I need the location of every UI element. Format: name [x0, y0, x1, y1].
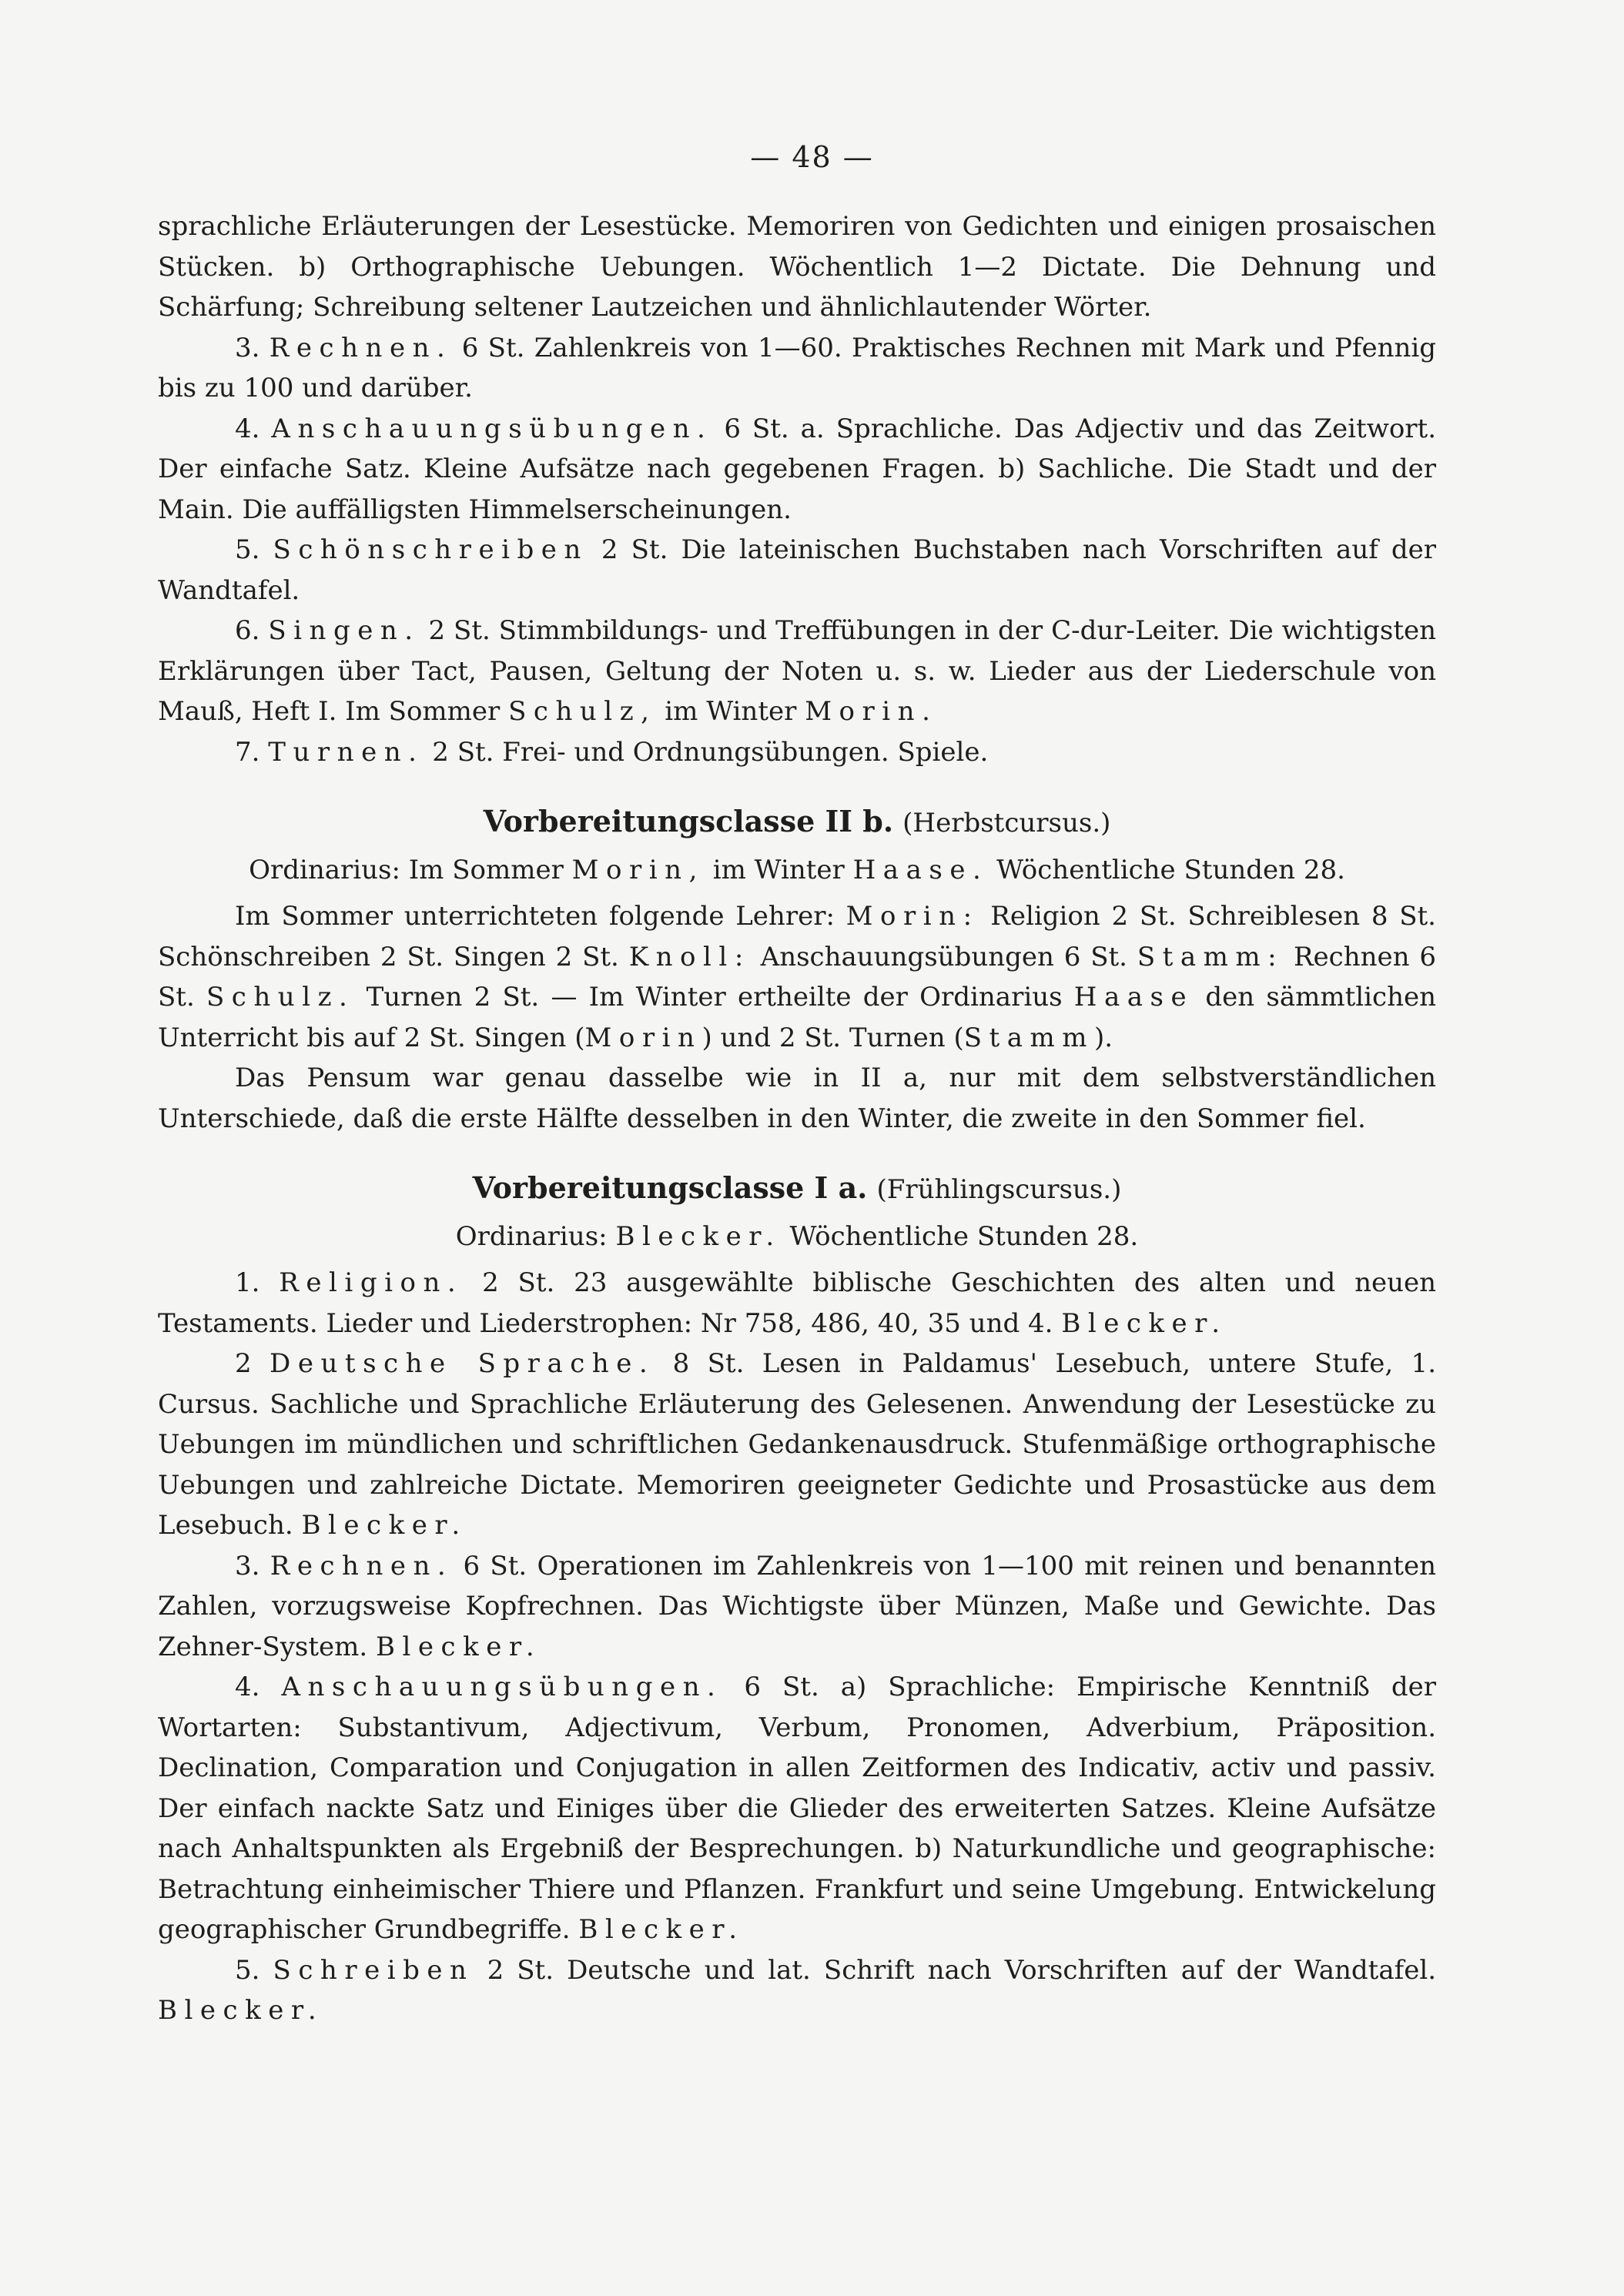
subject-label: Religion.: [279, 1267, 464, 1298]
subject-label: Rechnen.: [270, 1550, 454, 1581]
teacher-name: Schulz.: [206, 982, 355, 1012]
item-text: 6 St. a) Sprachliche: Empirische Kenntniß der Wortarten: Substantivum, Adjectivum, Verbum, Pronomen, Adverbium, Präposition. Declination, Comparation und Conjugation in allen Zeitformen des Indicativ, activ und passiv. Der einfach nackte Satz und Einiges über die Glieder des erweiterten Satzes. Kleine Aufsätze nach Anhaltspunkten als Ergebniß der Besprechungen. b) Naturkundliche und geographische: Betrachtung einheimischer Thiere und Pflanzen. Frankfurt und seine Umgebung. Entwickelung geographischer Grundbegriffe.: [158, 1672, 1436, 1945]
paragraph-rechnen: [158, 328, 1436, 409]
teacher-name: Haase.: [852, 854, 989, 885]
teacher-name: Stamm:: [1137, 941, 1284, 972]
paragraph-teachers: [158, 896, 1436, 1058]
section-heading-iib: [158, 802, 1436, 844]
text-run: Im Sommer unterrichteten folgende Lehrer:: [235, 901, 835, 932]
paragraph-religion: [158, 1263, 1436, 1344]
page-content: [158, 206, 1436, 2031]
ordinarius-line: [158, 1217, 1436, 1257]
section-subtitle: (Frühlingscursus.): [876, 1174, 1122, 1205]
weekly-hours: Wöchentliche Stunden 28.: [996, 854, 1345, 885]
teacher-name: Haase: [1073, 982, 1194, 1012]
teacher-name: Blecker.: [578, 1914, 745, 1945]
ordinarius-line: [158, 850, 1436, 891]
teacher-name: Schulz,: [508, 696, 657, 727]
item-number: 1.: [235, 1267, 260, 1298]
paragraph-schreiben-ia: [158, 1950, 1436, 2031]
text-run: Anschauungsübungen 6 St.: [760, 941, 1127, 972]
teacher-name: Stamm: [963, 1022, 1095, 1053]
subject-label: Deutsche Sprache.: [270, 1348, 655, 1379]
text-run: den sämmtlichen Unterricht bis auf 2 St. Singen (: [158, 982, 1436, 1053]
ordinarius-text: im Winter: [712, 854, 845, 885]
subject-label: Schreiben: [273, 1954, 474, 1986]
paragraph-anschauung: [158, 409, 1436, 530]
item-text: 6 St. Operationen im Zahlenkreis von 1—100 mit reinen und benannten Zahlen, vorzugsweise Kopfrechnen. Das Wichtigste über Münzen, Maße und Gewichte. Das Zehner-System.: [158, 1550, 1436, 1662]
item-number: 3.: [235, 1550, 260, 1581]
text-run: Turnen 2 St. — Im Winter ertheilte der Ordinarius: [366, 982, 1063, 1012]
teacher-name: Morin,: [571, 854, 705, 885]
ordinarius-label: Ordinarius:: [455, 1220, 608, 1252]
item-text: 2 St. Stimmbildungs- und Treffübungen in der C-dur-Leiter. Die wichtigsten Erklärungen über Tact, Pausen, Geltung der Noten u. s. w. Lieder aus der Liederschule von Mauß, Heft I. Im Sommer: [158, 615, 1437, 727]
teacher-name: Morin:: [845, 901, 979, 932]
item-text: 2 St. Deutsche und lat. Schrift nach Vorschriften auf der Wandtafel.: [487, 1954, 1437, 1986]
item-text: 2 St. Frei- und Ordnungsübungen. Spiele.: [432, 736, 989, 768]
item-text: 6 St. a. Sprachliche. Das Adjectiv und das Zeitwort. Der einfache Satz. Kleine Aufsätze nach gegebenen Fragen. b) Sachliche. Die Stadt und der Main. Die auffälligsten Himmelserscheinungen.: [158, 413, 1437, 525]
teacher-name: Morin: [584, 1022, 702, 1053]
subject-label: Schönschreiben: [273, 534, 588, 565]
text-run: Rechnen 6 St.: [158, 941, 1437, 1012]
weekly-hours: Wöchentliche Stunden 28.: [789, 1220, 1139, 1252]
paragraph-continuation: sprachliche Erläuterungen der Lesestücke. Memoriren von Gedichten und einigen prosaischen Stücken. b) Orthographische Uebungen. Wöchentlich 1—2 Dictate. Die Dehnung und Schärfung; Schreibung seltener Lautzeichen und ähnlichlautender Wörter.: [158, 211, 1436, 323]
teacher-name: Blecker.: [615, 1220, 782, 1252]
item-number: 3.: [235, 332, 260, 363]
paragraph-turnen: [158, 732, 1436, 773]
item-number: 5.: [235, 1954, 260, 1986]
subject-label: Turnen.: [268, 736, 424, 768]
paragraph-anschauung-ia: [158, 1667, 1436, 1950]
teacher-name: Blecker.: [301, 1510, 467, 1541]
subject-label: Rechnen.: [269, 332, 453, 363]
item-text: 2 St. Die lateinischen Buchstaben nach Vorschriften auf der Wandtafel.: [158, 534, 1437, 606]
paragraph-pensum: Das Pensum war genau dasselbe wie in II a, nur mit dem selbstverständlichen Unterschiede, daß die erste Hälfte desselben in den Winter, die zweite in den Sommer fiel.: [158, 1063, 1436, 1134]
item-number: 4.: [235, 1672, 260, 1702]
item-number: 6.: [235, 615, 260, 646]
item-text: 8 St. Lesen in Paldamus' Lesebuch, untere Stufe, 1. Cursus. Sachliche und Sprachliche Erläuterung des Gelesenen. Anwendung der Lesestücke zu Uebungen im mündlichen und schriftlichen Gedankenausdruck. Stufenmäßige orthographische Uebungen und zahlreiche Dictate. Memoriren geeigneter Gedichte und Prosastücke aus dem Lesebuch.: [158, 1348, 1437, 1541]
page-number: — 48 —: [750, 140, 874, 174]
paragraph-schoenschreiben: [158, 530, 1436, 611]
teacher-name: Blecker.: [158, 1995, 324, 2026]
subject-label: Singen.: [268, 615, 420, 646]
ordinarius-label: Ordinarius: Im Sommer: [249, 854, 564, 885]
section-heading-ia: [158, 1168, 1436, 1210]
item-number: 4.: [235, 413, 260, 444]
item-number: 5.: [235, 534, 260, 565]
section-title: Vorbereitungsclasse II b.: [483, 804, 894, 838]
teacher-name: Blecker.: [1061, 1307, 1227, 1339]
teacher-name: Knoll:: [628, 941, 751, 972]
item-number: 2: [235, 1348, 252, 1379]
section-subtitle: (Herbstcursus.): [902, 808, 1111, 838]
paragraph-singen: [158, 611, 1436, 732]
paragraph-rechnen-ia: [158, 1546, 1436, 1668]
section-title: Vorbereitungsclasse I a.: [472, 1170, 868, 1205]
text-run: Religion 2 St. Schreiblesen 8 St. Schönschreiben 2 St. Singen 2 St.: [158, 901, 1436, 972]
subject-label: Anschauungsübungen.: [271, 413, 713, 444]
paragraph-deutsch: [158, 1344, 1436, 1546]
item-number: 7.: [235, 736, 260, 768]
teacher-name: Morin.: [805, 696, 938, 727]
text-run: ) und 2 St. Turnen (: [702, 1022, 964, 1053]
subject-label: Anschauungsübungen.: [281, 1672, 723, 1702]
item-text: 2 St. 23 ausgewählte biblische Geschichten des alten und neuen Testaments. Lieder und Liederstrophen: Nr 758, 486, 40, 35 und 4.: [158, 1267, 1437, 1339]
text-run: ).: [1094, 1022, 1113, 1053]
item-text: 6 St. Zahlenkreis von 1—60. Praktisches Rechnen mit Mark und Pfennig bis zu 100 und darüber.: [158, 332, 1437, 403]
teacher-name: Blecker.: [376, 1631, 542, 1662]
item-text: im Winter: [665, 696, 797, 727]
